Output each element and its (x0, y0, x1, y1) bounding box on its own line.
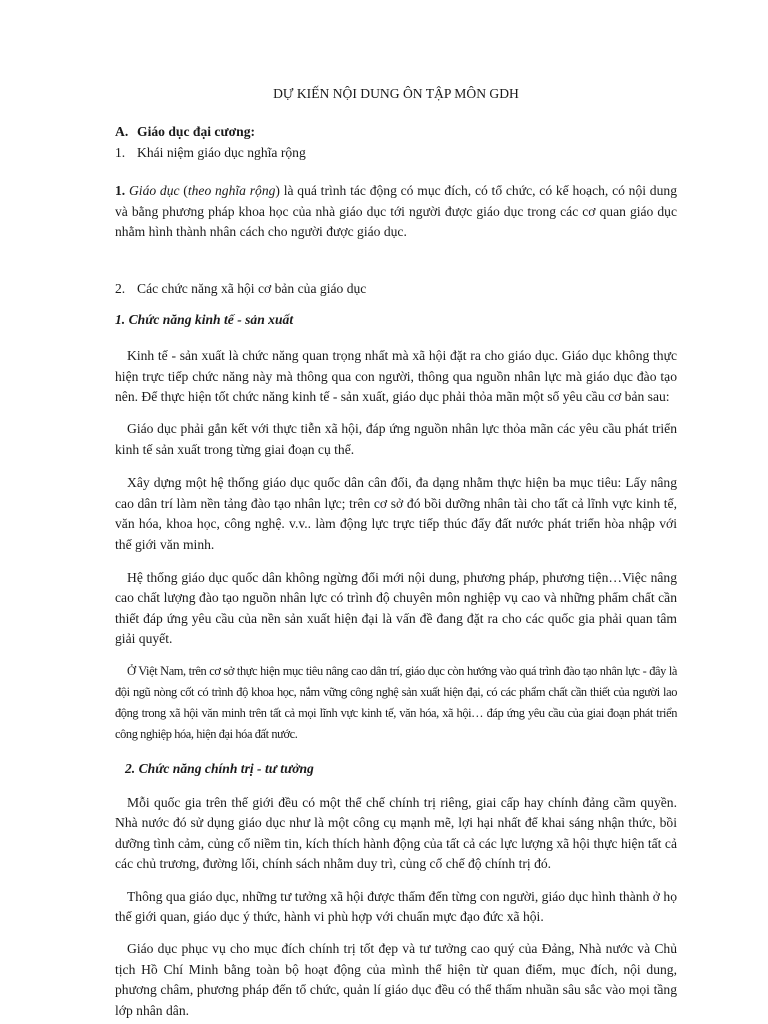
subheading-economy: 1. Chức năng kinh tế - sản xuất (115, 311, 294, 327)
document-body (115, 84, 677, 1021)
list-item-1-text: Khái niệm giáo dục nghĩa rộng (137, 144, 306, 160)
paragraph-vietnam: Ở Việt Nam, trên cơ sở thực hiện mục tiêu nâng cao dân trí, giáo dục còn hướng vào quá trình đào tạo nhân lực - đây là đội ngũ nòng cốt có trình độ khoa học, nắm vững công nghệ sản xuất hiện đại, có các phẩm chất cần thiết của người lao động trong xã hội văn minh trên tất cả mọi lĩnh vực kinh tế, văn hóa, xã hội… đáp ứng yêu cầu của giai đoạn phát triển công nghiệp hóa, hiện đại hóa đất nước. (115, 663, 677, 741)
paragraph-politics-2: Thông qua giáo dục, những tư tưởng xã hội được thấm đến từng con người, giáo dục hình thành ở họ thế giới quan, giáo dục ý thức, hành vi phù hợp với chuẩn mực đạo đức xã hội. (115, 888, 677, 924)
definition-open: ( (179, 183, 188, 199)
definition-qualifier: theo nghĩa rộng (187, 183, 276, 199)
paragraph-economy-1: Kinh tế - sản xuất là chức năng quan trọng nhất mà xã hội đặt ra cho giáo dục. Giáo dục không thực hiện trực tiếp chức năng này mà thông qua con người, thông qua nguồn nhân lực mà giáo dục đào tạo nên. Để thực hiện tốt chức năng kinh tế - sản xuất, giáo dục phải thỏa mãn một số yêu cầu cơ bản sau: (115, 348, 677, 405)
paragraph-economy-4: Hệ thống giáo dục quốc dân không ngừng đổi mới nội dung, phương pháp, phương tiện…Việc nâng cao chất lượng đào tạo nguồn nhân lực có trình độ chuyên môn nghiệp vụ cao và những phẩm chất cần thiết đáp ứng yêu cầu của nền sản xuất hiện đại là vấn đề đang đặt ra cho các quốc gia phải quan tâm giải quyết. (115, 569, 677, 647)
definition-text: ) là quá trình tác động có mục đích, có tổ chức, có kế hoạch, có nội dung và bằng phương pháp khoa học của nhà giáo dục tới người được giáo dục trong các cơ quan giáo dục nhằm hình thành nhân cách cho người được giáo dục. (115, 183, 677, 240)
paragraph-economy-2: Giáo dục phải gắn kết với thực tiễn xã hội, đáp ứng nguồn nhân lực thỏa mãn các yêu cầu phát triển kinh tế sản xuất trong từng giai đoạn cụ thể. (115, 421, 677, 457)
paragraph-politics-1: Mỗi quốc gia trên thế giới đều có một thể chế chính trị riêng, giai cấp hay chính đảng cầm quyền. Nhà nước đó sử dụng giáo dục như là một công cụ mạnh mẽ, lợi hại nhất để khai sáng nhận thức, bồi dưỡng tình cảm, củng cố niềm tin, kích thích hành động của tất cả các lực lượng xã hội thực hiện tất cả các chủ trương, đường lối, chính sách nhằm duy trì, củng cố chế độ chính trị đó. (115, 794, 677, 872)
list-item-2 (115, 279, 677, 299)
subheading-politics: 2. Chức năng chính trị - tư tưởng (125, 760, 314, 776)
definition-paragraph (115, 181, 677, 242)
list-item-1-label: 1. (115, 144, 126, 160)
definition-number: 1. (115, 183, 126, 199)
document-title: DỰ KIẾN NỘI DUNG ÔN TẬP MÔN GDH (273, 86, 519, 101)
section-a-heading (115, 122, 677, 142)
section-a-label: A. (115, 124, 129, 140)
list-item-2-label: 2. (115, 281, 126, 297)
list-item-2-text: Các chức năng xã hội cơ bản của giáo dục (137, 281, 367, 297)
list-item-1 (115, 143, 677, 163)
paragraph-economy-3: Xây dựng một hệ thống giáo dục quốc dân cân đối, đa dạng nhằm thực hiện ba mục tiêu: Lấy nâng cao dân trí làm nền tảng đào tạo nhân lực; trên cơ sở đó bồi dưỡng nhân tài cho tất cả lĩnh vực kinh tế, văn hóa, khoa học, công nghệ. v.v.. làm động lực trực tiếp thúc đẩy đất nước phát triển hòa nhập với thế giới văn minh. (115, 475, 677, 552)
section-a-text: Giáo dục đại cương: (137, 124, 256, 140)
definition-term: Giáo dục (128, 183, 180, 199)
paragraph-politics-3: Giáo dục phục vụ cho mục đích chính trị tốt đẹp và tư tưởng cao quý của Đảng, Nhà nước và Chủ tịch Hồ Chí Minh bằng toàn bộ hoạt động của mình thể hiện từ quan điểm, mục đích, nội dung, phương châm, phương pháp đến tổ chức, quản lí giáo dục đều có thể thấm nhuần sâu sắc vào mọi tầng lớp nhân dân. (115, 941, 677, 1018)
